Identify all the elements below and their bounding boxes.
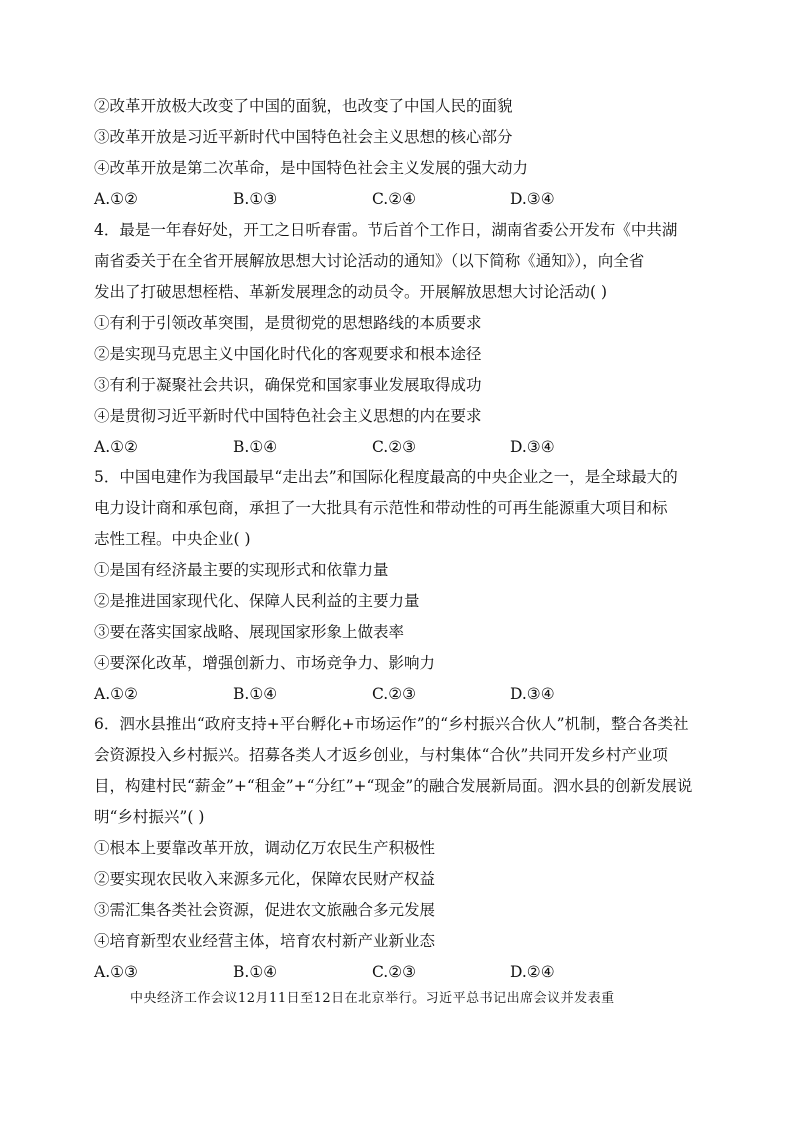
q5-choice-4: ④要深化改革，增强创新力、市场竞争力、影响力 [94,654,436,672]
q3-option-a: A.①② [94,190,138,208]
q5-option-a: A.①② [94,685,138,703]
q6-choice-1: ①根本上要靠改革开放，调动亿万农民生产积极性 [94,839,436,857]
q6-choice-3: ③需汇集各类社会资源，促进农文旅融合多元发展 [94,901,436,919]
q3-option-d: D.③④ [510,190,555,208]
q4-stem-line-1: 4．最是一年春好处，开工之日听春雷。节后首个工作日，湖南省委公开发布《中共湖 [94,221,678,239]
q6-choice-2: ②要实现农民收入来源多元化，保障农民财产权益 [94,870,436,888]
q5-choice-1: ①是国有经济最主要的实现形式和依靠力量 [94,561,389,579]
q6-choice-4: ④培育新型农业经营主体，培育农村新产业新业态 [94,932,436,950]
next-passage-line: 中央经济工作会议12月11日至12日在北京举行。习近平总书记出席会议并发表重 [130,991,615,1006]
q6-option-a: A.①③ [94,963,138,981]
q6-stem-line-1: 6．泗水县推出“政府支持+平台孵化+市场运作”的“乡村振兴合伙人”机制，整合各类社 [94,715,689,733]
q6-option-b: B.①④ [233,963,278,981]
q4-choice-2: ②是实现马克思主义中国化时代化的客观要求和根本途径 [94,345,482,363]
q5-stem-line-2: 电力设计商和承包商，承担了一大批具有示范性和带动性的可再生能源重大项目和标 [94,499,668,517]
q5-option-b: B.①④ [233,685,278,703]
q3-choice-3: ③改革开放是习近平新时代中国特色社会主义思想的核心部分 [94,128,513,146]
q3-option-b: B.①③ [233,190,278,208]
q5-option-d: D.③④ [510,685,555,703]
q6-stem-line-4: 明“乡村振兴”( ) [94,808,205,826]
q5-choice-3: ③要在落实国家战略、展现国家形象上做表率 [94,623,405,641]
q5-option-c: C.②③ [372,685,417,703]
q4-option-a: A.①② [94,438,138,456]
q4-stem-line-3: 发出了打破思想桎梏、革新发展理念的动员令。开展解放思想大讨论活动( ) [94,283,608,301]
q4-option-c: C.②③ [372,438,417,456]
q3-choice-4: ④改革开放是第二次革命，是中国特色社会主义发展的强大动力 [94,159,529,177]
q4-option-b: B.①④ [233,438,278,456]
q4-stem-line-2: 南省委关于在全省开展解放思想大讨论活动的通知》（以下简称《通知》），向全省 [94,252,645,270]
q6-option-c: C.②③ [372,963,417,981]
q4-option-d: D.③④ [510,438,555,456]
q6-stem-line-2: 会资源投入乡村振兴。招募各类人才返乡创业，与村集体“合伙”共同开发乡村产业项 [94,746,668,764]
q5-stem-line-1: 5．中国电建作为我国最早“走出去”和国际化程度最高的中央企业之一，是全球最大的 [94,468,678,486]
q6-stem-line-3: 目，构建村民“薪金”+“租金”+“分红”+“现金”的融合发展新局面。泗水县的创新发展说 [94,777,693,795]
q4-choice-3: ③有利于凝聚社会共识，确保党和国家事业发展取得成功 [94,376,482,394]
q4-choice-4: ④是贯彻习近平新时代中国特色社会主义思想的内在要求 [94,407,482,425]
q3-option-c: C.②④ [372,190,417,208]
q5-stem-line-3: 志性工程。中央企业( ) [94,530,251,548]
q6-option-d: D.②④ [510,963,555,981]
q3-choice-2: ②改革开放极大改变了中国的面貌，也改变了中国人民的面貌 [94,97,513,115]
q5-choice-2: ②是推进国家现代化、保障人民利益的主要力量 [94,592,420,610]
q4-choice-1: ①有利于引领改革突围，是贯彻党的思想路线的本质要求 [94,314,482,332]
